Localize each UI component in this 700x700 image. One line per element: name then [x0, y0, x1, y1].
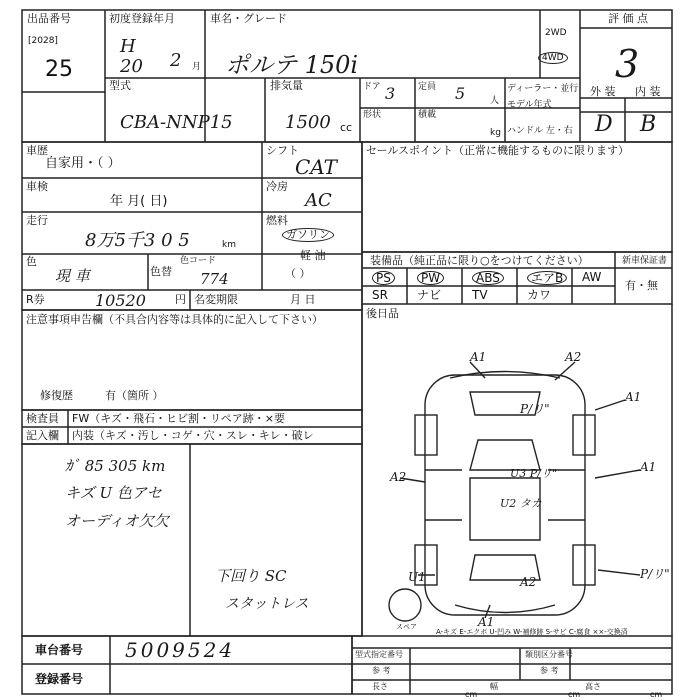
- dealer-label: ディーラー・並行: [507, 84, 579, 94]
- sales-point-label: セールスポイント（正常に機能するものに限ります）: [366, 144, 630, 157]
- mark-front-left: A1: [470, 350, 487, 364]
- note-line-3: オーディオ欠欠: [65, 512, 169, 530]
- recycle-label: R券: [26, 293, 45, 306]
- inspector-row: FW（キズ・飛石・ヒビ割・リペア跡・×要: [72, 412, 285, 425]
- fuel-label: 燃料: [266, 214, 288, 227]
- recycle-value: 10520: [95, 291, 146, 310]
- load-label: 積載: [418, 110, 437, 120]
- equipment-item: ABS: [472, 271, 504, 285]
- mark-rear-right: P/リ": [640, 567, 670, 581]
- note-line-1: ｶﾞ 85 305 km: [65, 457, 166, 475]
- history-label: 車歴: [26, 144, 48, 157]
- equipment-item: カワ: [527, 288, 552, 302]
- damage-legend: A-キズ E-エクボ U-凹み W-補修跡 S-サビ C-腐食 ××-交換済: [436, 628, 628, 636]
- drive-2wd: 2WD: [545, 28, 567, 38]
- mark-left-door: A2: [390, 470, 407, 484]
- interior-color-label: 色替: [150, 265, 172, 278]
- capacity-value: 5: [455, 84, 466, 103]
- interior-label: 内 装: [635, 85, 661, 98]
- name-change-label: 名変期限: [194, 293, 238, 306]
- color-code-value: 774: [200, 270, 229, 288]
- interior-grade: B: [640, 112, 657, 137]
- equipment-label: 装備品（純正品に限り○をつけてください）: [370, 254, 589, 267]
- shape-label: 形状: [363, 110, 382, 120]
- lot-no-label: 出品番号: [27, 12, 71, 25]
- cc-unit: cc: [340, 121, 353, 134]
- width-unit: cm: [568, 690, 581, 699]
- attention-label: 注意事項申告欄（不具合内容等は具体的に記入して下さい）: [26, 313, 323, 326]
- warranty-label: 新車保証書: [622, 256, 668, 266]
- repair-label: 修復歴: [40, 389, 73, 402]
- km-unit: km: [222, 240, 236, 250]
- car-diagram: [389, 362, 640, 621]
- repair-value: 有（箇所 ）: [105, 389, 164, 402]
- equipment-item: AW: [582, 270, 602, 284]
- yen-unit: 円: [175, 293, 186, 306]
- first-reg-label: 初度登録年月: [109, 12, 175, 25]
- lot-code: [2028]: [28, 36, 58, 46]
- height-label: 高さ: [585, 682, 601, 691]
- reg-number-label: 登録番号: [35, 672, 84, 686]
- class-number-label: 類別区分番号: [525, 650, 573, 659]
- name-change-value: 月 日: [290, 293, 316, 306]
- mileage-value: 8万5千3 0 5: [85, 230, 190, 251]
- model-value: CBA-NNP15: [120, 112, 233, 133]
- equipment-item: SR: [372, 288, 388, 302]
- width-label: 幅: [490, 682, 498, 691]
- warranty-value: 有・無: [625, 279, 658, 292]
- color-code-label: 色コード: [180, 256, 217, 266]
- color-label: 色: [26, 255, 37, 268]
- fuel-value: ガソリン: [282, 228, 334, 242]
- model-year-label: モデル年式: [507, 100, 552, 110]
- exterior-label: 外 装: [590, 85, 616, 98]
- equipment-item: TV: [472, 288, 488, 302]
- equipment-item: ナビ: [417, 288, 442, 302]
- person-unit: 人: [490, 96, 500, 106]
- kg-unit: kg: [490, 128, 501, 138]
- after-items-label: 後日品: [366, 307, 399, 320]
- chassis-label: 車台番号: [35, 643, 84, 657]
- displacement-label: 排気量: [270, 79, 303, 92]
- length-unit: cm: [465, 690, 478, 699]
- height-unit: cm: [650, 690, 663, 699]
- month-unit: 月: [192, 62, 202, 72]
- mark-bumper: A1: [478, 615, 495, 629]
- equipment-item: PW: [417, 271, 444, 285]
- chassis-number: 5009524: [125, 638, 236, 662]
- car-name: ポルテ 150i: [225, 51, 359, 79]
- capacity-label: 定員: [418, 82, 437, 92]
- note-line-2: キズ U 色アセ: [65, 484, 162, 502]
- inspection-label: 車検: [26, 180, 48, 193]
- car-name-label: 車名・グレード: [210, 12, 287, 25]
- mark-right-door: A1: [640, 460, 657, 474]
- shift-value: CAT: [295, 155, 337, 179]
- mark-front-right: A2: [565, 350, 582, 364]
- spare-label: スペア: [396, 623, 417, 631]
- note-line-4: 下回り SC: [215, 567, 287, 585]
- model-label: 型式: [109, 79, 131, 92]
- handle-label: ハンドル 左・右: [507, 126, 573, 136]
- entry-row: 内装（キズ・汚し・コゲ・穴・スレ・キレ・破レ: [72, 429, 314, 442]
- fuel-other: 軽 油: [300, 249, 326, 262]
- history-value: 自家用・（ ）: [45, 156, 121, 171]
- mark-roof: U3 P/リ": [510, 467, 557, 480]
- mark-front-fender: A1: [625, 390, 642, 404]
- mark-hood: P/リ": [520, 402, 550, 416]
- door-label: ドア: [363, 82, 381, 92]
- shift-label: シフト: [266, 144, 299, 157]
- type-designation-label: 型式指定番号: [355, 650, 403, 659]
- ref-label-2: 参 考: [540, 666, 559, 675]
- mark-roof-2: U2 タカ: [500, 497, 542, 510]
- inspector-label: 検査員: [26, 412, 59, 425]
- drive-4wd: 4WD: [538, 52, 568, 64]
- equipment-item: PS: [372, 271, 395, 285]
- mark-rear: A2: [520, 575, 537, 589]
- inspection-value: 年 月( 日): [110, 194, 168, 209]
- color-value: 現 車: [55, 267, 90, 285]
- lot-number: 25: [45, 57, 73, 82]
- equipment-item: エアB: [527, 271, 567, 285]
- mark-rear-left: U1: [408, 570, 426, 584]
- note-line-5: スタットレス: [225, 596, 309, 612]
- displacement-value: 1500: [285, 112, 331, 133]
- score-label: 評 価 点: [608, 12, 648, 25]
- ac-label: 冷房: [266, 180, 288, 193]
- door-value: 3: [385, 84, 396, 103]
- reg-month: 2: [170, 50, 182, 71]
- score: 3: [615, 42, 640, 86]
- exterior-grade: D: [595, 112, 613, 137]
- ac-value: AC: [305, 190, 332, 211]
- era: H: [120, 36, 136, 57]
- ref-label-1: 参 考: [372, 666, 391, 675]
- length-label: 長さ: [372, 682, 388, 691]
- reg-year: 20: [120, 56, 143, 77]
- mileage-label: 走行: [26, 214, 48, 227]
- fuel-paren: （ ）: [285, 267, 311, 280]
- entry-label: 記入欄: [26, 429, 59, 442]
